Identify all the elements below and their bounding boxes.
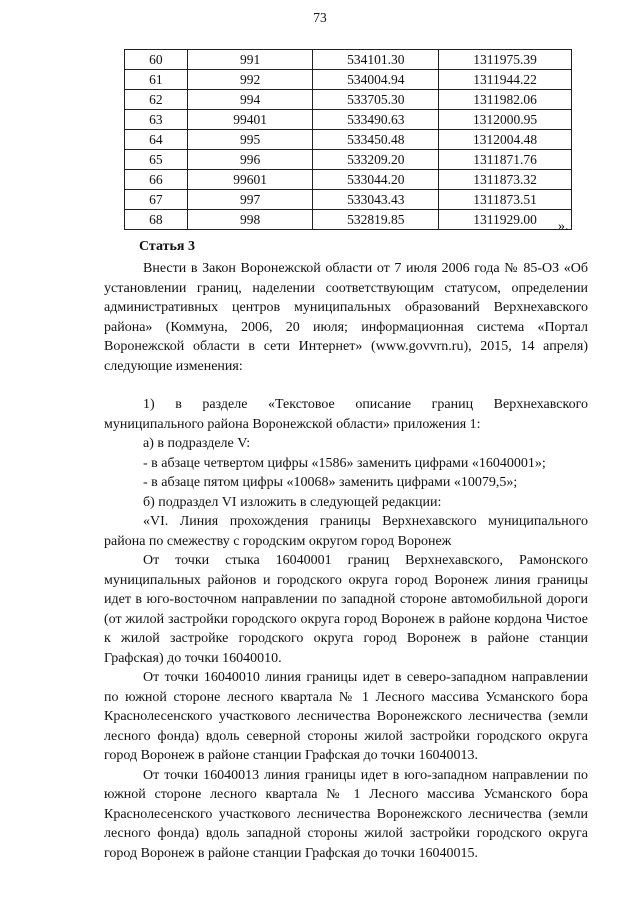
table-cell: 997 [187,190,313,210]
paragraph-boundary-3: От точки 16040013 линия границы идет в юго-западном направлении по южной стороне лесного квартала № 1 Лесного массива Усманского бора Краснолесенского участкового лесничества Воронежского лесничества (земли лесного фонда) вдоль западной стороны жилой застройки городского округа город Воронеж в районе станции Графская до точки 16040015. [104,767,588,861]
table-cell: 532819.85 [313,210,439,230]
table-cell: 68 [125,210,188,230]
table-row [125,150,572,170]
page-number: 73 [313,10,327,25]
table-row [125,210,572,230]
paragraph-boundary-2: От точки 16040010 линия границы идет в северо-западном направлении по южной стороне лесного квартала № 1 Лесного массива Усманского бора Краснолесенского участкового лесничества Воронежского лесничества (земли лесного фонда) вдоль северной стороны жилой застройки городского округа город Воронеж в районе станции Графская до точки 16040013. [104,670,588,763]
table-cell: 1312000.95 [439,110,572,130]
paragraph-change-1: - в абзаце четвертом цифры «1586» заменить цифрами «16040001»; [143,455,546,471]
table-cell: 63 [125,110,188,130]
paragraph-subitem-b: б) подраздел VI изложить в следующей редакции: [143,494,442,510]
table-row [125,190,572,210]
table-row [125,170,572,190]
closing-quote: ». [558,219,569,234]
paragraph-item-1: 1) в разделе «Текстовое описание границ Верхнехавского муниципального района Воронежской области» приложения 1: [104,397,588,432]
table-cell: 1312004.48 [439,130,572,150]
paragraph-boundary-1: От точки стыка 16040001 границ Верхнехавского, Рамонского муниципальных районов и городского округа город Воронеж линия границы идет в юго-восточном направлении по западной стороне автомобильной дороги (от жилой застройки городского округа город Воронеж в районе кордона Чистое к жилой застройке городского округа город Воронеж в районе станции Графская) до точки 16040010. [104,553,588,666]
table-cell: 66 [125,170,188,190]
table-cell: 65 [125,150,188,170]
table-cell: 533490.63 [313,110,439,130]
table-cell: 533043.43 [313,190,439,210]
table-cell: 998 [187,210,313,230]
table-cell: 534101.30 [313,50,439,70]
article-title: Статья 3 [139,239,195,254]
table-cell: 994 [187,90,313,110]
table-cell: 533450.48 [313,130,439,150]
table-row [125,130,572,150]
table-cell: 991 [187,50,313,70]
table-cell: 992 [187,70,313,90]
table-cell: 64 [125,130,188,150]
paragraph-section-heading: «VI. Линия прохождения границы Верхнехавского муниципального района по смежеству с городским округом город Воронеж [104,514,588,549]
table-cell: 62 [125,90,188,110]
table-cell: 533044.20 [313,170,439,190]
table-cell: 1311944.22 [439,70,572,90]
table-cell: 534004.94 [313,70,439,90]
table-cell: 996 [187,150,313,170]
table-cell: 533705.30 [313,90,439,110]
table-cell: 995 [187,130,313,150]
table-cell: 61 [125,70,188,90]
paragraph-subitem-a: а) в подразделе V: [143,436,251,451]
table-cell: 1311873.51 [439,190,572,210]
table-row [125,70,572,90]
paragraph-amendment-intro: Внести в Закон Воронежской области от 7 июля 2006 года № 85-ОЗ «Об установлении границ, наделении соответствующим статусом, определении административных центров муниципальных образований Верхнехавского района» (Коммуна, 2006, 20 июля; информационная система «Портал Воронежской области в сети Интернет» (www.govvrn.ru), 2015, 14 апреля) следующие изменения: [104,261,588,374]
table-cell: 60 [125,50,188,70]
table-cell: 99601 [187,170,313,190]
table-cell: 99401 [187,110,313,130]
coordinates-table [124,49,572,230]
table-row [125,110,572,130]
table-cell: 1311982.06 [439,90,572,110]
table-row [125,90,572,110]
table-cell: 533209.20 [313,150,439,170]
table-cell: 1311975.39 [439,50,572,70]
table-row [125,50,572,70]
table-cell: 1311929.00 [439,210,572,230]
paragraph-change-2: - в абзаце пятом цифры «10068» заменить цифрами «10079,5»; [143,475,518,490]
table-cell: 1311873.32 [439,170,572,190]
article-body [104,259,588,863]
table-cell: 67 [125,190,188,210]
table-cell: 1311871.76 [439,150,572,170]
